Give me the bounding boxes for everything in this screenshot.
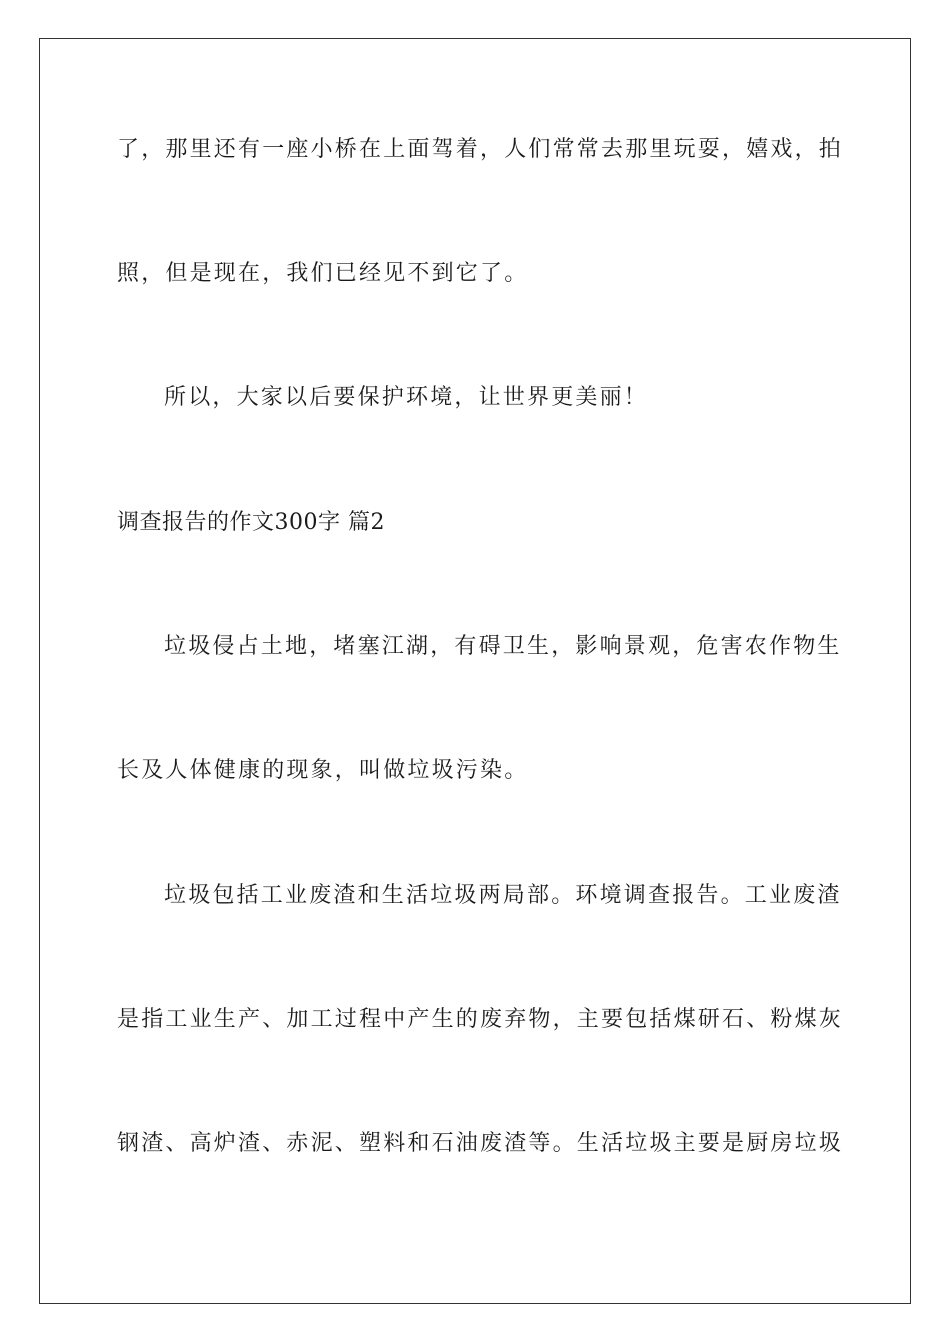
paragraph-line-1: 了，那里还有一座小桥在上面驾着，人们常常去那里玩耍，嬉戏，拍 xyxy=(117,137,844,162)
paragraph-line-6: 长及人体健康的现象，叫做垃圾污染。 xyxy=(117,758,529,783)
paragraph-line-3: 所以，大家以后要保护环境，让世界更美丽！ xyxy=(164,385,649,410)
paragraph-line-9: 钢渣、高炉渣、赤泥、塑料和石油废渣等。生活垃圾主要是厨房垃圾 xyxy=(117,1131,844,1156)
page-border xyxy=(39,38,911,1304)
paragraph-line-7: 垃圾包括工业废渣和生活垃圾两局部。环境调查报告。工业废渣 xyxy=(164,883,842,908)
section-heading: 调查报告的作文300字 篇2 xyxy=(117,510,385,535)
paragraph-line-5: 垃圾侵占土地，堵塞江湖，有碍卫生，影响景观，危害农作物生 xyxy=(164,634,842,659)
paragraph-line-8: 是指工业生产、加工过程中产生的废弃物，主要包括煤研石、粉煤灰 xyxy=(117,1007,844,1032)
paragraph-line-2: 照，但是现在，我们已经见不到它了。 xyxy=(117,261,529,286)
